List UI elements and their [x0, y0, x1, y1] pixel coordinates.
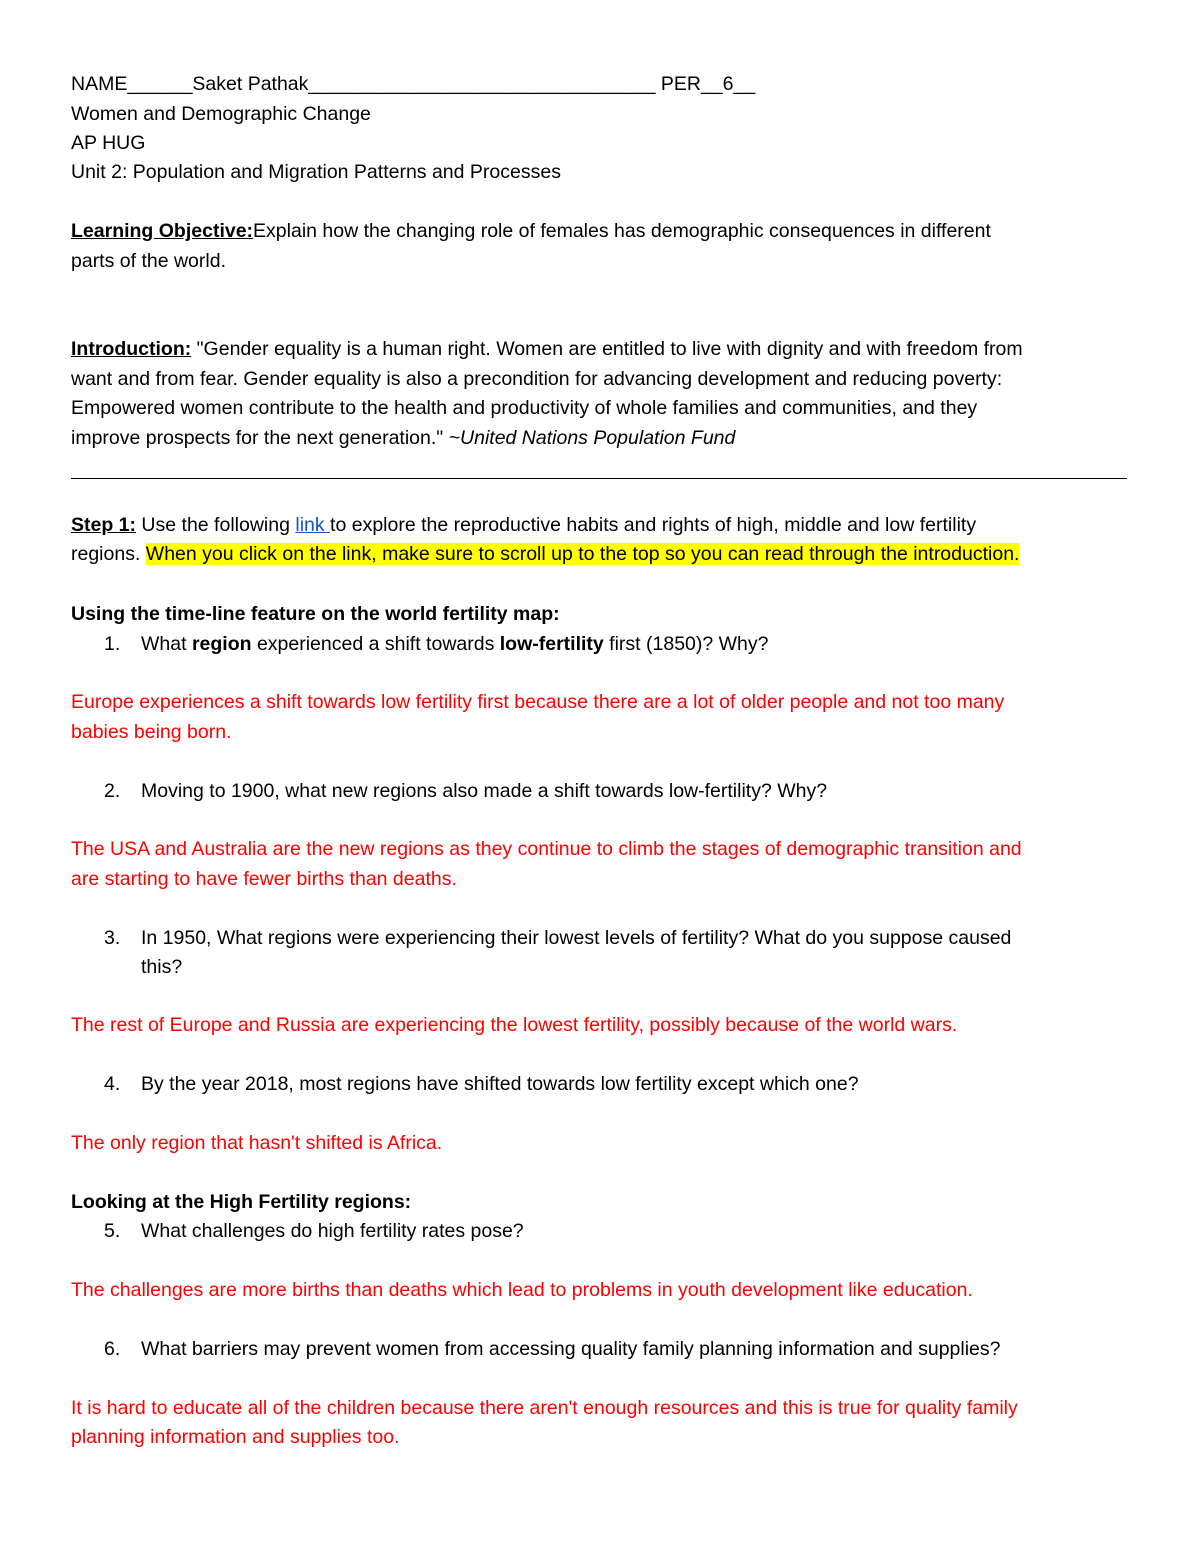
- course-name: AP HUG: [71, 132, 146, 154]
- answer-6-cont: planning information and supplies too.: [71, 1426, 400, 1448]
- introduction-quote-line: [71, 424, 735, 454]
- step-1-text: Use the following: [136, 514, 296, 536]
- question-text: this?: [141, 956, 183, 978]
- introduction-quote-line: Empowered women contribute to the health and productivity of whole families and communities, and they: [71, 397, 978, 419]
- learning-objective-label: Learning Objective:: [71, 220, 254, 242]
- step-1-label: Step 1:: [71, 514, 137, 536]
- question-text: What challenges do high fertility rates pose?: [141, 1220, 524, 1242]
- question-text: What barriers may prevent women from accessing quality family planning information and supplies?: [141, 1338, 1001, 1360]
- fertility-map-link[interactable]: link: [295, 514, 331, 536]
- answer-4: The only region that hasn't shifted is Africa.: [71, 1132, 443, 1154]
- name-line: NAME______Saket Pathak________________________________ PER__6__: [71, 73, 756, 95]
- introduction-quote-line: "Gender equality is a human right. Women are entitled to live with dignity and with freedom from: [191, 338, 1023, 360]
- introduction-label: Introduction:: [71, 338, 192, 360]
- question-number: 6.: [104, 1338, 121, 1360]
- answer-1-cont: babies being born.: [71, 721, 232, 743]
- question-number: 2.: [104, 780, 121, 802]
- learning-objective-text-cont: parts of the world.: [71, 250, 226, 272]
- highlighted-note: When you click on the link, make sure to scroll up to the top so you can read through the introduction.: [145, 543, 1020, 565]
- section-heading-high-fertility: Looking at the High Fertility regions:: [71, 1191, 412, 1213]
- quote-source: ~United Nations Population Fund: [448, 427, 736, 449]
- introduction-quote-line: want and from fear. Gender equality is also a precondition for advancing development and reducing poverty:: [71, 368, 1003, 390]
- answer-1: Europe experiences a shift towards low fertility first because there are a lot of older people and not too many: [71, 691, 1005, 713]
- question-text: By the year 2018, most regions have shifted towards low fertility except which one?: [141, 1073, 859, 1095]
- question-number: 4.: [104, 1073, 121, 1095]
- introduction: [71, 335, 1023, 365]
- step-1-instruction: [71, 511, 976, 541]
- learning-objective-text: Explain how the changing role of females has demographic consequences in different: [253, 220, 991, 242]
- section-heading-timeline: Using the time-line feature on the world fertility map:: [71, 603, 560, 625]
- step-1-text: regions.: [71, 543, 146, 565]
- question-number: 5.: [104, 1220, 121, 1242]
- document-title: Women and Demographic Change: [71, 103, 371, 125]
- answer-2: The USA and Australia are the new regions as they continue to climb the stages of demographic transition and: [71, 838, 1022, 860]
- introduction-quote-end: improve prospects for the next generation.": [71, 427, 449, 449]
- question-number: 3.: [104, 927, 121, 949]
- answer-6: It is hard to educate all of the children because there aren't enough resources and this is true for quality family: [71, 1397, 1018, 1419]
- answer-2-cont: are starting to have fewer births than deaths.: [71, 868, 457, 890]
- learning-objective: [71, 217, 991, 247]
- question-text: Moving to 1900, what new regions also made a shift towards low-fertility? Why?: [141, 780, 828, 802]
- question-text: In 1950, What regions were experiencing their lowest levels of fertility? What do you suppose caused: [141, 927, 1012, 949]
- answer-5: The challenges are more births than deaths which lead to problems in youth development like education.: [71, 1279, 973, 1301]
- step-1-instruction-cont: [71, 540, 1019, 570]
- question-number: 1.: [104, 633, 121, 655]
- step-1-text: to explore the reproductive habits and rights of high, middle and low fertility: [330, 514, 977, 536]
- answer-3: The rest of Europe and Russia are experiencing the lowest fertility, possibly because of the world wars.: [71, 1014, 958, 1036]
- question-text: What region experienced a shift towards low-fertility first (1850)? Why?: [141, 633, 769, 655]
- horizontal-divider: [71, 478, 1127, 479]
- unit-title: Unit 2: Population and Migration Patterns and Processes: [71, 161, 561, 183]
